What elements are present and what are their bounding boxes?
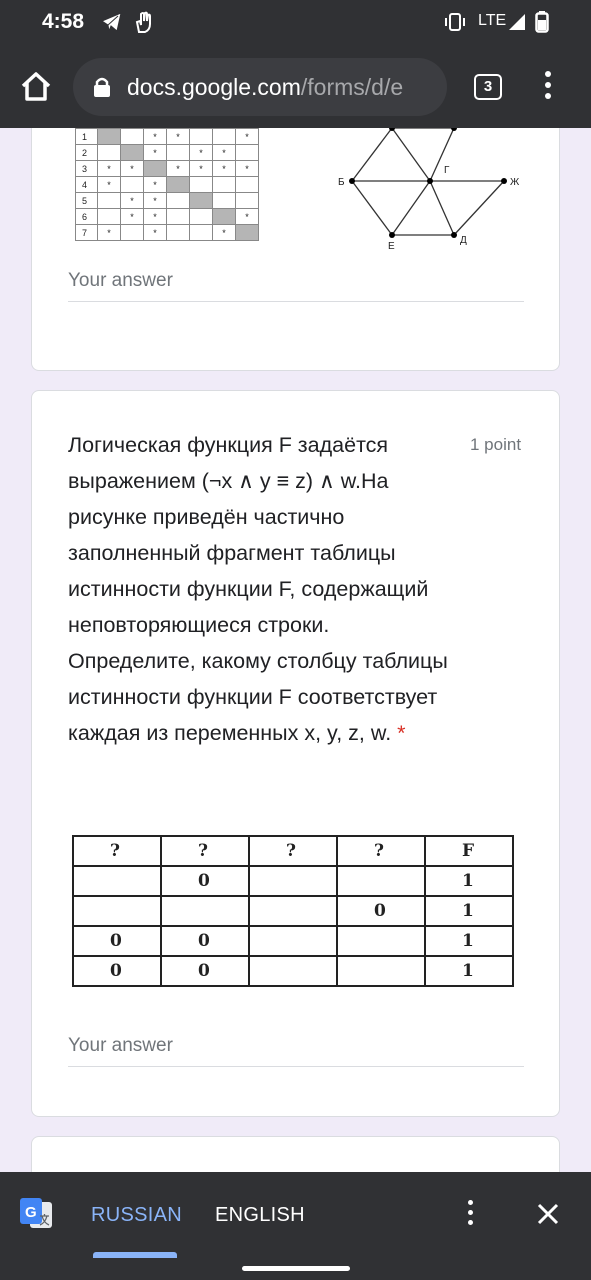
- adjacency-cell: *: [121, 161, 144, 177]
- truth-table-cell: 0: [161, 866, 249, 896]
- adjacency-cell: *: [121, 209, 144, 225]
- adjacency-cell: [190, 129, 213, 145]
- adjacency-row: [76, 225, 259, 241]
- adjacency-row: [76, 145, 259, 161]
- adjacency-cell: *: [167, 129, 190, 145]
- browser-toolbar: [0, 44, 591, 128]
- adjacency-cell: *: [213, 161, 236, 177]
- truth-table-cell: [73, 866, 161, 896]
- home-gesture-handle[interactable]: [242, 1266, 350, 1271]
- truth-table-cell: 0: [161, 926, 249, 956]
- truth-table-header-cell: ?: [249, 836, 337, 866]
- adjacency-cell: *: [98, 225, 121, 241]
- question-card-next: [31, 1136, 560, 1172]
- truth-table-cell: 1: [425, 926, 513, 956]
- adjacency-row-number: 1: [76, 129, 98, 145]
- question-body: Логическая функция F задаётся выражением (¬x ∧ y ≡ z) ∧ w.На рисунке приведён частично заполненный фрагмент таблицы истинности функции F, содержащий неповторяющиеся строки. Определите, какому столбцу таблицы истинности функции F соответствует каждая из переменных x, y, z, w.: [68, 433, 448, 745]
- adjacency-cell: *: [98, 177, 121, 193]
- adjacency-cell: [236, 177, 259, 193]
- truth-table-cell: [337, 866, 425, 896]
- translate-bar: [0, 1172, 591, 1258]
- adjacency-cell: *: [236, 209, 259, 225]
- truth-table-cell: 0: [73, 926, 161, 956]
- tab-switcher-button[interactable]: 3: [474, 74, 502, 100]
- adjacency-cell: [98, 193, 121, 209]
- nav-bar: [0, 1258, 591, 1280]
- adjacency-cell: [213, 129, 236, 145]
- adjacency-cell: *: [236, 129, 259, 145]
- truth-table-row: [73, 896, 513, 926]
- form-content: [0, 128, 591, 1172]
- graph-label-g: Г: [444, 165, 450, 176]
- adjacency-cell: *: [213, 225, 236, 241]
- truth-table-cell: [249, 896, 337, 926]
- adjacency-row: [76, 177, 259, 193]
- question-card-previous: [31, 128, 560, 371]
- truth-table-cell: 0: [73, 956, 161, 986]
- points-label: 1 point: [470, 435, 522, 454]
- adjacency-cell: *: [236, 161, 259, 177]
- adjacency-cell: [98, 209, 121, 225]
- home-icon[interactable]: [18, 68, 54, 104]
- adjacency-cell: [98, 145, 121, 161]
- adjacency-cell: [167, 193, 190, 209]
- adjacency-row: [76, 209, 259, 225]
- answer-underline: [68, 1066, 524, 1067]
- truth-table-cell: 0: [161, 956, 249, 986]
- truth-table-cell: [249, 926, 337, 956]
- adjacency-diagonal-cell: [167, 177, 190, 193]
- google-translate-icon[interactable]: [18, 1196, 54, 1232]
- adjacency-cell: [190, 209, 213, 225]
- graph-label-d: Д: [460, 235, 467, 246]
- truth-table-cell: [249, 866, 337, 896]
- adjacency-row-number: 6: [76, 209, 98, 225]
- truth-table-cell: 1: [425, 956, 513, 986]
- adjacency-diagonal-cell: [98, 129, 121, 145]
- url-path: /forms/d/e: [300, 74, 404, 100]
- adjacency-cell: [167, 225, 190, 241]
- adjacency-diagonal-cell: [236, 225, 259, 241]
- adjacency-cell: *: [190, 161, 213, 177]
- truth-table-row: [73, 866, 513, 896]
- adjacency-cell: *: [190, 145, 213, 161]
- truth-table-cell: [337, 926, 425, 956]
- adjacency-cell: [190, 225, 213, 241]
- truth-table-header-cell: ?: [73, 836, 161, 866]
- adjacency-cell: [167, 209, 190, 225]
- truth-table-cell: [73, 896, 161, 926]
- address-bar[interactable]: [73, 58, 447, 116]
- close-icon[interactable]: [536, 1202, 560, 1226]
- adjacency-diagonal-cell: [190, 193, 213, 209]
- truth-table-cell: [249, 956, 337, 986]
- adjacency-diagonal-cell: [121, 145, 144, 161]
- adjacency-cell: *: [98, 161, 121, 177]
- adjacency-cell: [190, 177, 213, 193]
- truth-table-image: [72, 835, 514, 987]
- answer-input-previous[interactable]: Your answer: [68, 270, 173, 291]
- url-text: [127, 74, 403, 101]
- browser-menu-button[interactable]: [540, 71, 556, 103]
- adjacency-cell: [213, 177, 236, 193]
- adjacency-row: [76, 129, 259, 145]
- telegram-icon: [100, 10, 124, 34]
- truth-table-cell: 1: [425, 866, 513, 896]
- adjacency-cell: [236, 145, 259, 161]
- adjacency-cell: [167, 145, 190, 161]
- graph-image: [332, 128, 562, 253]
- adjacency-cell: *: [144, 145, 167, 161]
- signal-icon: [507, 10, 527, 32]
- question-card: [31, 390, 560, 1117]
- graph-label-zh: Ж: [510, 177, 520, 188]
- truth-table-header-cell: ?: [161, 836, 249, 866]
- question-text: [68, 427, 460, 751]
- adjacency-cell: [213, 193, 236, 209]
- truth-table-row: [73, 956, 513, 986]
- truth-table-cell: [161, 896, 249, 926]
- lang-target-tab[interactable]: ENGLISH: [215, 1204, 305, 1226]
- url-domain: docs.google.com: [127, 74, 301, 100]
- truth-table-cell: 1: [425, 896, 513, 926]
- graph-label-e: Е: [388, 241, 395, 252]
- adjacency-cell: [236, 193, 259, 209]
- adjacency-cell: *: [121, 193, 144, 209]
- hand-icon: [133, 10, 155, 34]
- adjacency-diagonal-cell: [213, 209, 236, 225]
- adjacency-row: [76, 193, 259, 209]
- adjacency-row-number: 7: [76, 225, 98, 241]
- adjacency-cell: *: [167, 161, 190, 177]
- adjacency-row-number: 5: [76, 193, 98, 209]
- adjacency-row: [76, 161, 259, 177]
- battery-icon: [535, 10, 549, 34]
- adjacency-diagonal-cell: [144, 161, 167, 177]
- adjacency-cell: *: [144, 193, 167, 209]
- truth-table-header-cell: F: [425, 836, 513, 866]
- adjacency-cell: [121, 225, 144, 241]
- status-time: 4:58: [42, 10, 85, 33]
- adjacency-cell: [121, 177, 144, 193]
- adjacency-row-number: 3: [76, 161, 98, 177]
- lock-icon: [93, 76, 111, 98]
- adjacency-cell: *: [144, 129, 167, 145]
- network-label: LTE: [478, 12, 507, 29]
- required-asterisk: *: [397, 721, 406, 745]
- status-bar: [0, 0, 591, 44]
- answer-input[interactable]: Your answer: [68, 1035, 173, 1056]
- truth-table-cell: [337, 956, 425, 986]
- svg-text:G: G: [25, 1204, 37, 1221]
- adjacency-cell: *: [144, 209, 167, 225]
- adjacency-cell: [121, 129, 144, 145]
- adjacency-table: [75, 128, 259, 241]
- graph-label-b: Б: [338, 177, 345, 188]
- truth-table-header-cell: ?: [337, 836, 425, 866]
- adjacency-cell: *: [213, 145, 236, 161]
- translate-more-button[interactable]: [464, 1200, 476, 1232]
- adjacency-row-number: 2: [76, 145, 98, 161]
- answer-underline: [68, 301, 524, 302]
- adjacency-cell: *: [144, 225, 167, 241]
- vibrate-icon: [443, 10, 467, 34]
- truth-table-row: [73, 926, 513, 956]
- lang-source-tab[interactable]: RUSSIAN: [91, 1204, 183, 1226]
- adjacency-cell: *: [144, 177, 167, 193]
- adjacency-row-number: 4: [76, 177, 98, 193]
- truth-table-cell: 0: [337, 896, 425, 926]
- truth-table-header: [73, 836, 513, 866]
